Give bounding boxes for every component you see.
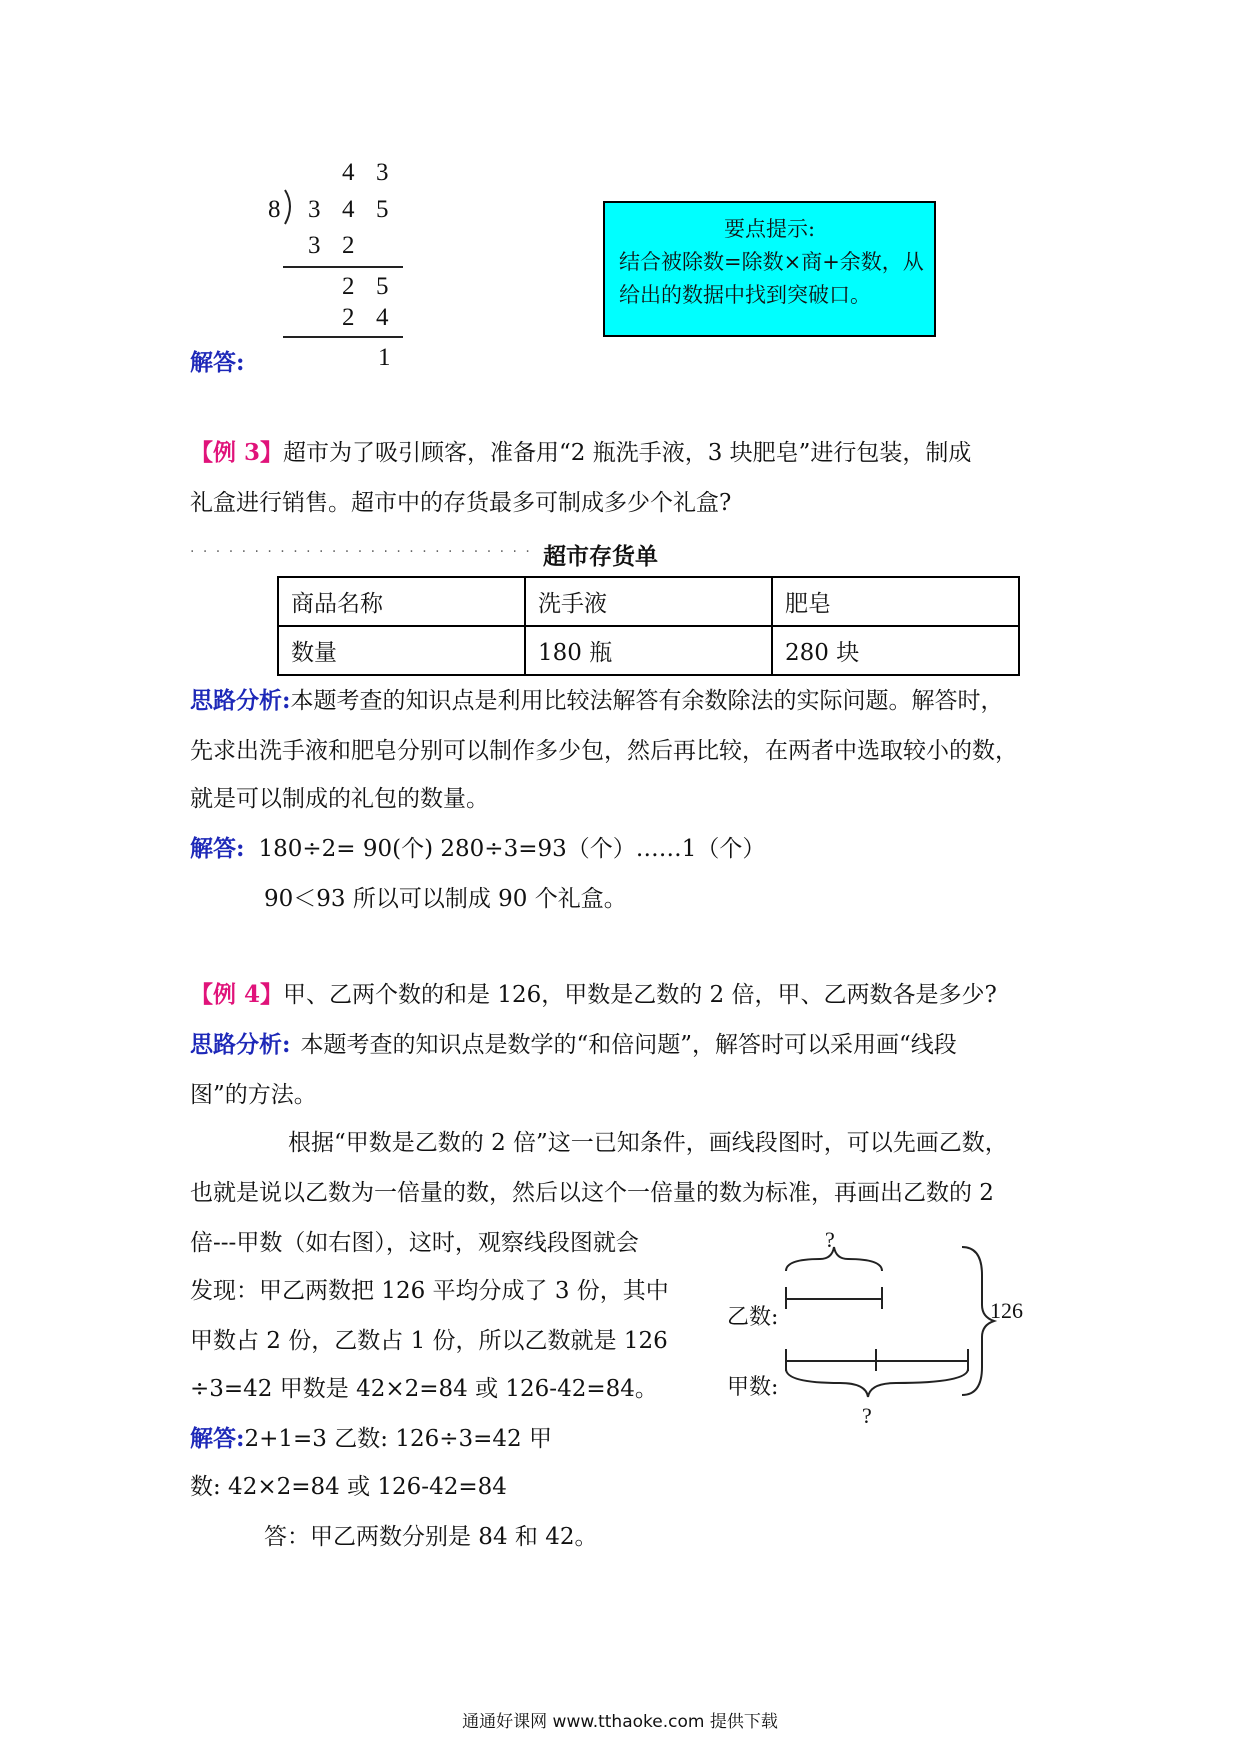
step-digit: 2 bbox=[342, 304, 355, 331]
label-yi: 乙数: bbox=[727, 1305, 779, 1330]
answer-line: 答：甲乙两数分别是 84 和 42。 bbox=[264, 1524, 598, 1550]
paragraph-line: 根据“甲数是乙数的 2 倍”这一已知条件，画线段图时，可以先画乙数， bbox=[288, 1130, 1008, 1156]
paragraph-line: 发现：甲乙两数把 126 平均分成了 3 份，其中 bbox=[190, 1278, 669, 1304]
analysis-line: 先求出洗手液和肥皂分别可以制作多少包，然后再比较，在两者中选取较小的数， bbox=[190, 738, 1018, 764]
paragraph-line: ÷3=42 甲数是 42×2=84 或 126-42=84。 bbox=[190, 1376, 658, 1402]
example4-line bbox=[190, 980, 997, 1010]
step-digit: 4 bbox=[376, 304, 389, 331]
analysis-line bbox=[190, 686, 1004, 716]
answer-text: 2+1=3 乙数: 126÷3=42 甲 bbox=[244, 1426, 552, 1452]
hint-box bbox=[603, 201, 936, 337]
table-row bbox=[278, 577, 1019, 626]
hint-line: 结合被除数=除数×商+余数，从 bbox=[619, 250, 924, 274]
remainder: 1 bbox=[378, 344, 391, 371]
analysis-line: 图”的方法。 bbox=[190, 1082, 317, 1108]
dividend-digit: 3 bbox=[308, 196, 321, 223]
answer-line: 数: 42×2=84 或 126-42=84 bbox=[190, 1474, 507, 1500]
step-digit: 5 bbox=[376, 273, 389, 300]
footer: 通通好课网 www.tthaoke.com 提供下载 bbox=[462, 1712, 778, 1732]
step-digit: 2 bbox=[342, 273, 355, 300]
answer-line bbox=[190, 1424, 552, 1454]
answer-label: 解答: bbox=[190, 349, 245, 376]
step-digit: 3 bbox=[308, 232, 321, 259]
table-cell: 洗手液 bbox=[525, 577, 772, 626]
table-cell: 肥皂 bbox=[772, 577, 1019, 626]
quotient-digit: 4 bbox=[342, 159, 355, 186]
total-label: 126 bbox=[990, 1298, 1023, 1323]
analysis-label: 思路分析: bbox=[190, 687, 291, 714]
table-title: 超市存货单 bbox=[543, 543, 658, 570]
divisor: 8 bbox=[268, 196, 281, 223]
answer-label: 解答: bbox=[190, 835, 245, 862]
analysis-line bbox=[190, 1030, 957, 1060]
hint-line: 给出的数据中找到突破口。 bbox=[619, 283, 871, 307]
quotient-digit: 3 bbox=[376, 159, 389, 186]
hint-title: 要点提示: bbox=[723, 217, 816, 241]
analysis-text: 本题考查的知识点是数学的“和倍问题”，解答时可以采用画“线段 bbox=[300, 1032, 957, 1058]
division-bracket-icon bbox=[281, 188, 301, 228]
example-tag: 【例 4】 bbox=[190, 981, 284, 1008]
analysis-text: 本题考查的知识点是利用比较法解答有余数除法的实际问题。解答时， bbox=[290, 688, 1004, 714]
segment-diagram-lines bbox=[700, 1225, 1000, 1445]
question-mark-bottom: ? bbox=[862, 1403, 872, 1428]
example-tag: 【例 3】 bbox=[190, 439, 284, 466]
example3-line bbox=[190, 438, 971, 468]
table-cell: 280 块 bbox=[772, 626, 1019, 675]
question-mark-top: ? bbox=[825, 1227, 835, 1252]
analysis-line: 就是可以制成的礼包的数量。 bbox=[190, 786, 489, 812]
division-rule bbox=[283, 336, 403, 338]
dividend-digit: 4 bbox=[342, 196, 355, 223]
answer-text: 180÷2= 90(个) 280÷3=93（个）……1（个） bbox=[258, 836, 766, 862]
table-row bbox=[278, 626, 1019, 675]
example3-text: 超市为了吸引顾客，准备用“2 瓶洗手液，3 块肥皂”进行包装，制成 bbox=[283, 440, 972, 466]
step-digit: 2 bbox=[342, 232, 355, 259]
paragraph-line: 也就是说以乙数为一倍量的数，然后以这个一倍量的数为标准，再画出乙数的 2 bbox=[190, 1180, 994, 1206]
label-jia: 甲数: bbox=[727, 1375, 779, 1400]
analysis-label: 思路分析: bbox=[190, 1031, 291, 1058]
example4-question: 甲、乙两个数的和是 126，甲数是乙数的 2 倍，甲、乙两数各是多少? bbox=[283, 982, 997, 1008]
dotted-leader: · · · · · · · · · · · · · · · · · · · · · · · · · · · bbox=[190, 544, 532, 560]
answer-line bbox=[190, 834, 765, 864]
table-cell: 180 瓶 bbox=[525, 626, 772, 675]
table-cell: 商品名称 bbox=[278, 577, 525, 626]
paragraph-line: 甲数占 2 份，乙数占 1 份，所以乙数就是 126 bbox=[190, 1328, 668, 1354]
inventory-table bbox=[277, 576, 1020, 676]
dividend-digit: 5 bbox=[376, 196, 389, 223]
division-rule bbox=[283, 266, 403, 268]
table-cell: 数量 bbox=[278, 626, 525, 675]
answer-line: 90＜93 所以可以制成 90 个礼盒。 bbox=[264, 886, 627, 912]
paragraph-line: 倍---甲数（如右图），这时，观察线段图就会 bbox=[190, 1230, 639, 1256]
answer-label: 解答: bbox=[190, 1425, 245, 1452]
example3-line: 礼盒进行销售。超市中的存货最多可制成多少个礼盒? bbox=[190, 490, 732, 516]
